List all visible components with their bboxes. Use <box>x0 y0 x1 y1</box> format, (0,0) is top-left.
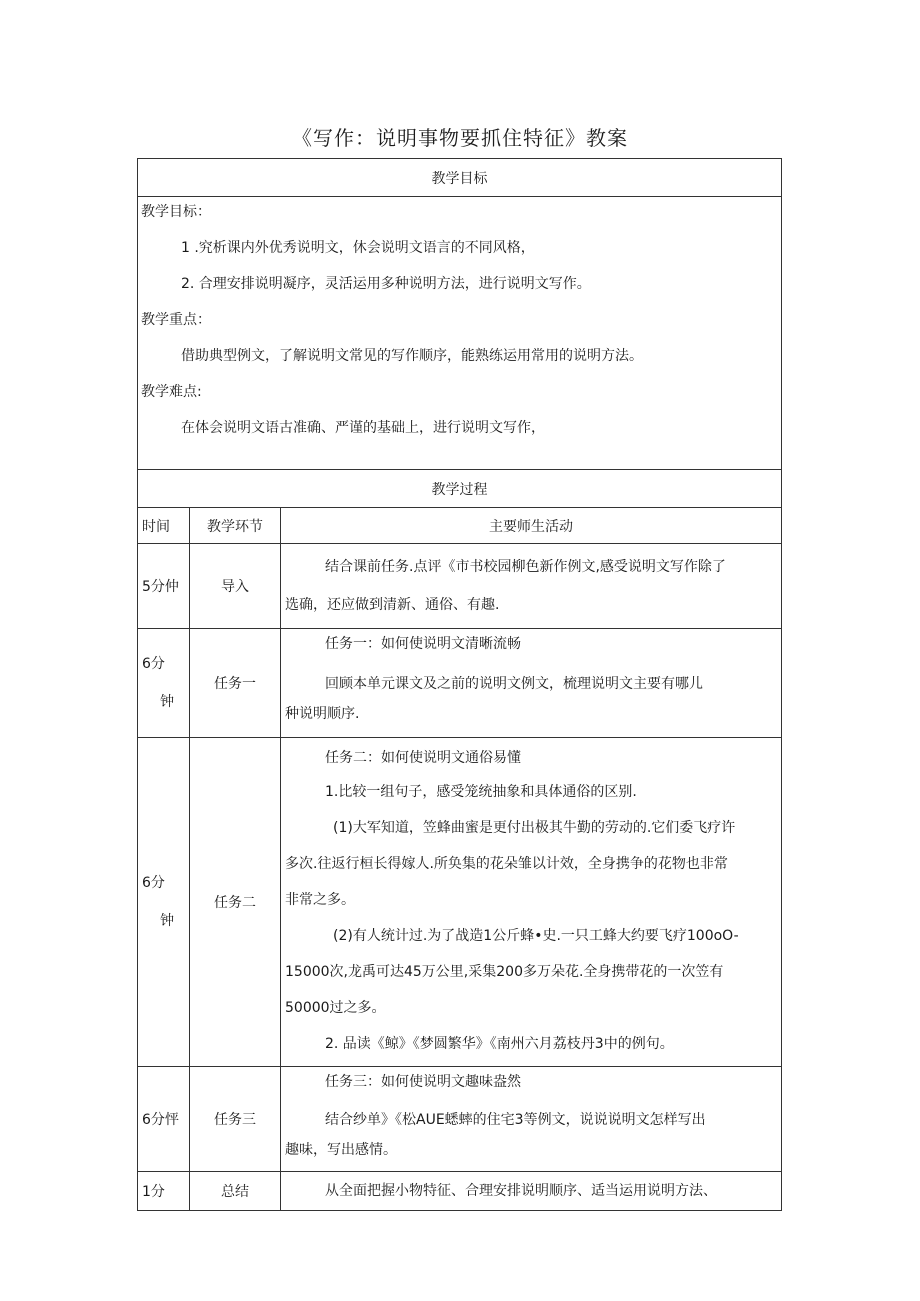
objective-1: 1 .究析课内外优秀说明文，休会说明文语言的不同风格， <box>181 240 535 256</box>
activity-line: 任务二：如何使说明文通俗易懂 <box>325 750 521 766</box>
time-cell: 6分怦 <box>138 1067 190 1172</box>
page-title: 《写作：说明事物要抓住特征》教案 <box>292 126 628 150</box>
activity-cell <box>281 629 782 738</box>
activity-line: 50000过之多。 <box>285 1000 386 1016</box>
table-row <box>138 1067 782 1172</box>
column-header-row <box>138 508 782 544</box>
activity-cell <box>281 1067 782 1172</box>
activity-line: 结合课前任务.点评《市书校园柳色新作例文,感受说明文写作除了 <box>325 559 726 575</box>
activity-cell <box>281 544 782 629</box>
time-line: 钟 <box>160 694 174 710</box>
activity-cell <box>281 1172 782 1211</box>
time-cell <box>138 738 190 1067</box>
activity-line: (1)大军知道，笠蜂曲蜜是更付出极其牛勤的劳动的.它们委飞疗许 <box>333 820 736 836</box>
activity-line: 种说明顺序. <box>285 706 360 722</box>
activity-line: 1.比较一组句子，感受笼统抽象和具体通俗的区别. <box>325 784 637 800</box>
time-line: 6分 <box>142 656 165 672</box>
table-row <box>138 544 782 629</box>
activity-line: 回顾本单元课文及之前的说明文例文，梳理说明文主要有哪儿 <box>325 676 703 692</box>
time-line: 6分 <box>142 875 165 891</box>
activity-line: 选确，还应做到清新、通俗、有趣. <box>285 597 500 613</box>
process-header: 教学过程 <box>138 470 782 508</box>
goals-content-row <box>138 197 782 470</box>
column-header-activity: 主要师生活动 <box>281 508 782 544</box>
goals-header-row <box>138 159 782 197</box>
difficulty-text: 在体会说明文语古准确、严谨的基础上，进行说明文写作， <box>181 420 545 436</box>
goals-header: 教学目标 <box>138 159 782 197</box>
objectives-label: 教学目标： <box>141 204 211 220</box>
time-cell: 1分 <box>138 1172 190 1211</box>
time-cell <box>138 629 190 738</box>
stage-cell: 总结 <box>190 1172 281 1211</box>
key-points-text: 借助典型例文，了解说明文常见的写作顺序，能熟练运用常用的说明方法。 <box>181 348 643 364</box>
stage-cell: 任务三 <box>190 1067 281 1172</box>
column-header-time: 时间 <box>138 508 190 544</box>
column-header-stage: 教学环节 <box>190 508 281 544</box>
stage-cell: 任务二 <box>190 738 281 1067</box>
table-row <box>138 738 782 1067</box>
activity-line: 任务一：如何使说明文清晰流畅 <box>325 636 521 652</box>
activity-line: (2)有人统计过.为了战造1公斤蜂•史.一只工蜂大约要飞疗100oO- <box>333 928 739 944</box>
activity-line: 趣味，写出感情。 <box>285 1142 397 1158</box>
stage-cell: 任务一 <box>190 629 281 738</box>
difficulty-label: 教学难点: <box>141 384 202 400</box>
activity-line: 多次.往返行桓长得嫁人.所奂集的花朵雏以计效，全身携争的花物也非常 <box>285 856 728 872</box>
objective-2: 2. 合理安排说明凝序，灵活运用多种说明方法，进行说明文写作。 <box>181 276 591 292</box>
activity-line: 结合纱单》《松AUE蟋蟀的住宅3等例文，说说说明文怎样写出 <box>325 1112 706 1128</box>
activity-line: 从全面把握小物特征、合理安排说明顺序、适当运用说明方法、 <box>325 1183 717 1199</box>
activity-line: 非常之多。 <box>285 892 355 908</box>
stage-cell: 导入 <box>190 544 281 629</box>
table-row <box>138 629 782 738</box>
goals-content <box>138 197 782 470</box>
lesson-plan-table <box>137 158 782 1211</box>
activity-line: 2. 品读《鲸》《梦圆繁华》《南州六月荔枝丹3中的例句。 <box>325 1036 674 1052</box>
table-row <box>138 1172 782 1211</box>
key-points-label: 教学重点： <box>141 312 211 328</box>
process-header-row <box>138 470 782 508</box>
time-cell: 5分仲 <box>138 544 190 629</box>
activity-cell <box>281 738 782 1067</box>
activity-line: 任务三：如何使说明文趣味盎然 <box>325 1074 521 1090</box>
activity-line: 15000次,龙禹可达45万公里,采集200多万朵花.全身携带花的一次笠有 <box>285 964 724 980</box>
time-line: 钟 <box>160 913 174 929</box>
